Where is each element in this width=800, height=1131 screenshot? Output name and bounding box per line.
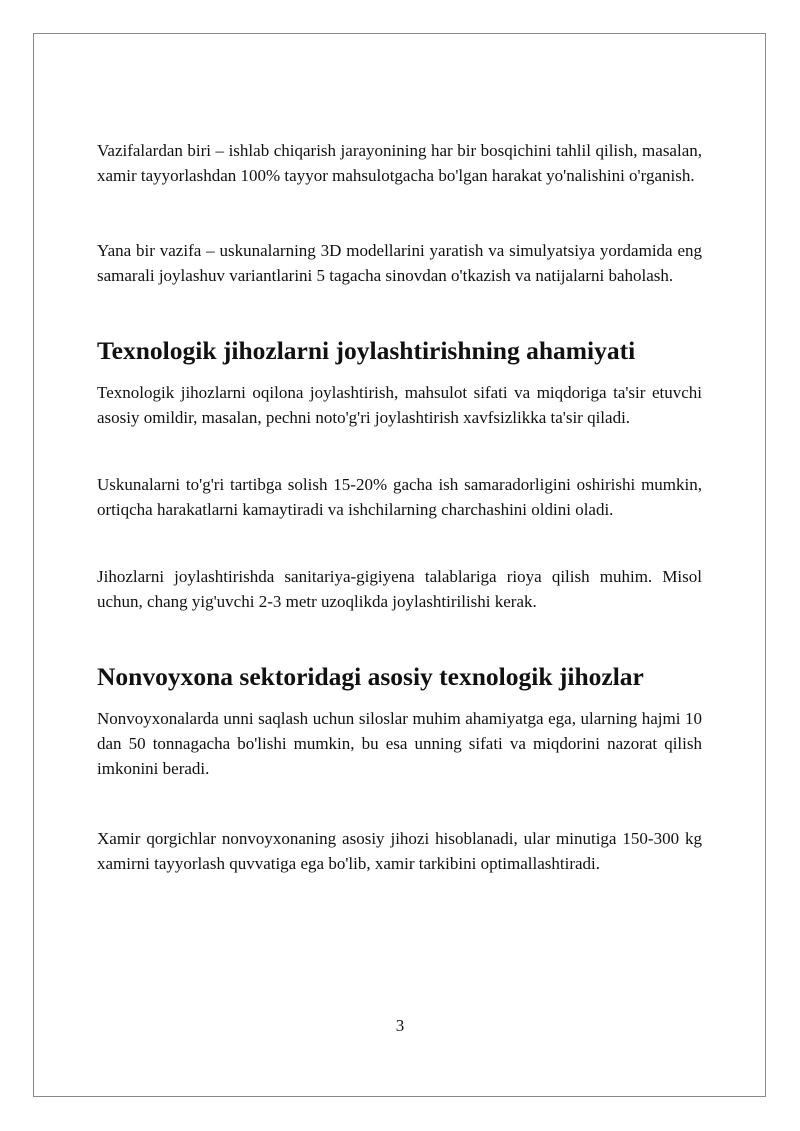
paragraph: Yana bir vazifa – uskunalarning 3D modellarini yaratish va simulyatsiya yordamida eng samarali joylashuv variantlarini 5 tagacha sinovdan o'tkazish va natijalarni baholash.	[97, 241, 702, 285]
paragraph: Xamir qorgichlar nonvoyxonaning asosiy jihozi hisoblanadi, ular minutiga 150-300 kg xamirni tayyorlash quvvatiga ega bo'lib, xamir tarkibini optimallashtiradi.	[97, 829, 702, 873]
section-heading: Nonvoyxona sektoridagi asosiy texnologik jihozlar	[97, 662, 644, 691]
section-heading: Texnologik jihozlarni joylashtirishning ahamiyati	[97, 336, 636, 365]
document-body	[97, 138, 702, 876]
page-number: 3	[395, 1016, 405, 1035]
paragraph: Jihozlarni joylashtirishda sanitariya-gigiyena talablariga rioya qilish muhim. Misol uchun, chang yig'uvchi 2-3 metr uzoqlikda joylashtirilishi kerak.	[97, 567, 702, 611]
paragraph: Vazifalardan biri – ishlab chiqarish jarayonining har bir bosqichini tahlil qilish, masalan, xamir tayyorlashdan 100% tayyor mahsulotgacha bo'lgan harakat yo'nalishini o'rganish.	[97, 141, 702, 185]
paragraph: Texnologik jihozlarni oqilona joylashtirish, mahsulot sifati va miqdoriga ta'sir etuvchi asosiy omildir, masalan, pechni noto'g'ri joylashtirish xavfsizlikka ta'sir qiladi.	[97, 383, 702, 427]
paragraph: Uskunalarni to'g'ri tartibga solish 15-20% gacha ish samaradorligini oshirishi mumkin, ortiqcha harakatlarni kamaytiradi va ishchilarning charchashini oldini oladi.	[97, 475, 702, 519]
paragraph: Nonvoyxonalarda unni saqlash uchun siloslar muhim ahamiyatga ega, ularning hajmi 10 dan 50 tonnagacha bo'lishi mumkin, bu esa unning sifati va miqdorini nazorat qilish imkonini beradi.	[97, 709, 702, 778]
